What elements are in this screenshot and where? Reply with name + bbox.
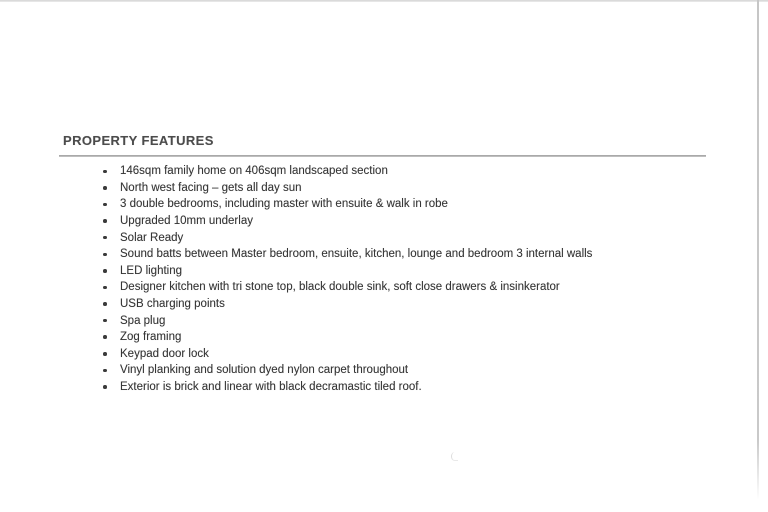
bullet-dot-icon <box>103 319 107 323</box>
feature-item <box>103 312 723 329</box>
bullet-dot-icon <box>103 253 107 257</box>
feature-item <box>103 246 723 263</box>
bullet-dot-icon <box>103 170 107 174</box>
feature-text: Sound batts between Master bedroom, ensuite, kitchen, lounge and bedroom 3 internal walls <box>120 248 593 261</box>
feature-item <box>103 362 723 379</box>
feature-text: 146sqm family home on 406sqm landscaped section <box>120 165 388 178</box>
bullet-dot-icon <box>103 186 107 190</box>
bullet-dot-icon <box>103 219 107 223</box>
scan-artifact <box>451 452 458 461</box>
feature-item <box>103 163 723 180</box>
feature-text: Vinyl planking and solution dyed nylon carpet throughout <box>120 364 409 377</box>
feature-item <box>103 296 723 313</box>
bullet-dot-icon <box>103 302 107 306</box>
features-list <box>103 163 723 395</box>
bullet-dot-icon <box>103 385 107 389</box>
feature-item <box>103 329 723 346</box>
feature-item <box>103 229 723 246</box>
feature-item <box>103 196 723 213</box>
scan-edge-right <box>757 0 759 500</box>
feature-text: 3 double bedrooms, including master with ensuite & walk in robe <box>120 198 448 211</box>
feature-item <box>103 180 723 197</box>
feature-text: Keypad door lock <box>120 347 209 360</box>
feature-text: Designer kitchen with tri stone top, black double sink, soft close drawers & insinkerator <box>120 281 560 294</box>
bullet-dot-icon <box>103 236 107 240</box>
bullet-dot-icon <box>103 369 107 373</box>
feature-text: USB charging points <box>120 298 225 311</box>
bullet-dot-icon <box>103 352 107 356</box>
bullet-dot-icon <box>103 335 107 339</box>
feature-text: Spa plug <box>120 314 166 327</box>
feature-item <box>103 279 723 296</box>
feature-text: Zog framing <box>120 331 182 344</box>
feature-text: Upgraded 10mm underlay <box>120 215 253 228</box>
feature-item <box>103 213 723 230</box>
bullet-dot-icon <box>103 203 107 207</box>
feature-text: Solar Ready <box>120 231 184 244</box>
feature-text: Exterior is brick and linear with black decramastic tiled roof. <box>120 381 422 394</box>
scan-edge-top <box>0 0 768 2</box>
bullet-dot-icon <box>103 286 107 290</box>
section-title: PROPERTY FEATURES <box>63 133 214 148</box>
title-underline-rule <box>59 155 706 157</box>
feature-text: LED lighting <box>120 264 183 277</box>
bullet-dot-icon <box>103 269 107 273</box>
feature-item <box>103 263 723 280</box>
feature-item <box>103 346 723 363</box>
feature-text: North west facing – gets all day sun <box>120 181 302 194</box>
feature-item <box>103 379 723 396</box>
